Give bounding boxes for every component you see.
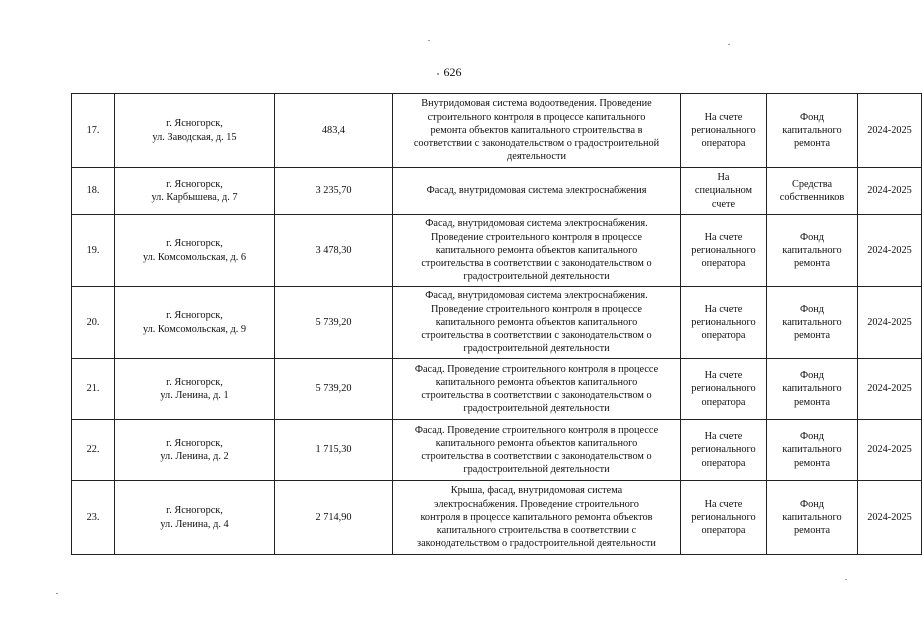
cell-line: строительства в соответствии с законодательством о	[421, 451, 652, 462]
cell-line: капитального	[782, 124, 842, 136]
cost-cell: 5 739,20	[275, 359, 393, 420]
cell-line: оператора	[701, 330, 746, 342]
funding-source-cell	[767, 215, 858, 287]
works-cell	[393, 420, 681, 481]
cell-line: г. Ясногорск,	[166, 238, 223, 250]
table-body	[72, 94, 922, 555]
cell-line: ремонта объектов капитального строительства в	[430, 124, 643, 136]
address-cell	[115, 420, 275, 481]
table-row	[72, 168, 922, 215]
funding-source-cell	[767, 359, 858, 420]
cell-line: Средства	[791, 178, 833, 190]
cell-line: оператора	[701, 138, 746, 150]
cell-line: Фонд	[799, 231, 825, 243]
scan-speck	[437, 73, 439, 75]
cell-line: капитального строительства в соответствии с	[436, 525, 637, 537]
row-number-cell: 18.	[72, 168, 115, 215]
cell-line: градостроительной деятельности	[463, 403, 610, 415]
cell-line: строительства в соответствии с законодательством о	[421, 330, 652, 342]
cost-cell: 5 739,20	[275, 287, 393, 359]
scan-speck	[428, 40, 430, 41]
cell-line: На счете	[704, 111, 743, 123]
period-cell: 2024-2025	[858, 94, 922, 168]
cell-line: оператора	[701, 457, 746, 469]
period-cell: 2024-2025	[858, 168, 922, 215]
cell-line: строительного контроля в процессе капитального	[427, 111, 646, 123]
cell-line: ремонта	[793, 396, 831, 408]
cell-line: регионального	[691, 511, 756, 523]
cell-line: ремонта	[793, 330, 831, 342]
cell-line: Фонд	[799, 370, 825, 382]
cell-line: На	[717, 172, 730, 184]
works-cell	[393, 168, 681, 215]
cost-cell: 2 714,90	[275, 481, 393, 555]
period-cell: 2024-2025	[858, 215, 922, 287]
cell-line: г. Ясногорск,	[166, 437, 223, 449]
cell-line: регионального	[691, 383, 756, 395]
address-cell	[115, 481, 275, 555]
cell-line: законодательством о градостроительной деятельности	[417, 538, 656, 550]
cell-line: Фасад. Проведение строительного контроля в процессе	[414, 363, 659, 375]
account-cell	[681, 420, 767, 481]
works-cell	[393, 481, 681, 555]
cell-line: оператора	[701, 396, 746, 408]
cost-cell: 1 715,30	[275, 420, 393, 481]
period-cell: 2024-2025	[858, 359, 922, 420]
cell-line: На счете	[704, 370, 743, 382]
cell-line: градостроительной деятельности	[463, 464, 610, 476]
scan-speck	[56, 593, 58, 594]
works-cell	[393, 287, 681, 359]
cell-line: регионального	[691, 244, 756, 256]
cell-line: градостроительной деятельности	[463, 343, 610, 355]
table-row	[72, 287, 922, 359]
cell-line: ремонта	[793, 457, 831, 469]
address-cell	[115, 215, 275, 287]
cell-line: ул. Ленина, д. 4	[160, 518, 229, 530]
period-cell: 2024-2025	[858, 481, 922, 555]
address-cell	[115, 287, 275, 359]
row-number-cell: 21.	[72, 359, 115, 420]
cell-line: На счете	[704, 431, 743, 443]
cell-line: ремонта	[793, 258, 831, 270]
cell-line: Крыша, фасад, внутридомовая система	[450, 485, 623, 497]
cost-cell: 3 478,30	[275, 215, 393, 287]
cell-line: строительства в соответствии с законодательством о	[421, 258, 652, 270]
table-row	[72, 94, 922, 168]
cell-line: капитального	[782, 383, 842, 395]
cell-line: капитального ремонта объектов капитального	[435, 376, 638, 388]
period-cell: 2024-2025	[858, 420, 922, 481]
account-cell	[681, 481, 767, 555]
cell-line: ул. Комсомольская, д. 6	[142, 251, 247, 263]
scan-speck	[728, 44, 730, 45]
cell-line: капитального ремонта объектов капитального	[435, 244, 638, 256]
cell-line: Фасад, внутридомовая система электроснабжения.	[425, 218, 648, 230]
cost-cell: 3 235,70	[275, 168, 393, 215]
address-cell	[115, 168, 275, 215]
cell-line: счете	[711, 198, 736, 210]
scan-speck	[845, 579, 847, 580]
cell-line: капитального	[782, 511, 842, 523]
page-number: 626	[443, 65, 462, 79]
account-cell	[681, 94, 767, 168]
cell-line: Фонд	[799, 111, 825, 123]
cell-line: капитального	[782, 316, 842, 328]
row-number-cell: 19.	[72, 215, 115, 287]
cell-line: градостроительной деятельности	[463, 271, 610, 283]
cell-line: ул. Комсомольская, д. 9	[142, 323, 247, 335]
funding-source-cell	[767, 420, 858, 481]
account-cell	[681, 359, 767, 420]
row-number-cell: 17.	[72, 94, 115, 168]
repair-works-table	[71, 93, 922, 555]
cost-cell: 483,4	[275, 94, 393, 168]
cell-line: На счете	[704, 303, 743, 315]
cell-line: Фасад, внутридомовая система электроснабжения.	[425, 290, 648, 302]
cell-line: деятельности	[507, 151, 566, 163]
cell-line: ул. Ленина, д. 2	[160, 451, 229, 462]
cell-line: На счете	[704, 231, 743, 243]
cell-line: регионального	[691, 124, 756, 136]
cell-line: капитального ремонта объектов капитального	[435, 437, 638, 449]
cell-line: г. Ясногорск,	[166, 310, 223, 322]
works-cell	[393, 215, 681, 287]
account-cell	[681, 287, 767, 359]
cell-line: собственников	[779, 192, 845, 203]
cell-line: капитального	[782, 444, 842, 456]
address-cell	[115, 359, 275, 420]
cell-line: строительства в соответствии с законодательством о	[421, 390, 652, 401]
account-cell	[681, 168, 767, 215]
works-cell	[393, 94, 681, 168]
cell-line: ул. Заводская, д. 15	[152, 131, 237, 143]
funding-source-cell	[767, 481, 858, 555]
cell-line: г. Ясногорск,	[166, 505, 223, 517]
account-cell	[681, 215, 767, 287]
works-cell	[393, 359, 681, 420]
table-row	[72, 481, 922, 555]
cell-line: контроля в процессе капитального ремонта объектов	[420, 511, 653, 523]
row-number-cell: 23.	[72, 481, 115, 555]
table-row	[72, 215, 922, 287]
cell-line: соответствии с законодательством о градостроительной	[413, 138, 660, 150]
cell-line: капитального	[782, 244, 842, 256]
cell-line: регионального	[691, 444, 756, 456]
cell-line: г. Ясногорск,	[166, 118, 223, 130]
cell-line: оператора	[701, 258, 746, 270]
cell-line: Фасад. Проведение строительного контроля в процессе	[414, 424, 659, 436]
table-row	[72, 420, 922, 481]
cell-line: ул. Карбышева, д. 7	[151, 192, 238, 203]
cell-line: ремонта	[793, 138, 831, 150]
cell-line: Фонд	[799, 498, 825, 510]
cell-line: Внутридомовая система водоотведения. Проведение	[421, 98, 652, 110]
cell-line: Фасад, внутридомовая система электроснабжения	[426, 185, 647, 197]
cell-line: Проведение строительного контроля в процессе	[431, 303, 642, 315]
row-number-cell: 20.	[72, 287, 115, 359]
cell-line: ремонта	[793, 525, 831, 537]
period-cell: 2024-2025	[858, 287, 922, 359]
cell-line: На счете	[704, 498, 743, 510]
funding-source-cell	[767, 168, 858, 215]
cell-line: оператора	[701, 525, 746, 537]
cell-line: специальном	[694, 185, 753, 197]
table-row	[72, 359, 922, 420]
row-number-cell: 22.	[72, 420, 115, 481]
funding-source-cell	[767, 287, 858, 359]
cell-line: Фонд	[799, 303, 825, 315]
address-cell	[115, 94, 275, 168]
cell-line: электроснабжения. Проведение строительного	[434, 498, 639, 510]
funding-source-cell	[767, 94, 858, 168]
cell-line: Фонд	[799, 431, 825, 443]
cell-line: г. Ясногорск,	[166, 376, 223, 388]
cell-line: ул. Ленина, д. 1	[160, 390, 229, 401]
cell-line: г. Ясногорск,	[166, 178, 223, 190]
cell-line: регионального	[691, 316, 756, 328]
cell-line: капитального ремонта объектов капитального	[435, 316, 638, 328]
cell-line: Проведение строительного контроля в процессе	[431, 231, 642, 243]
